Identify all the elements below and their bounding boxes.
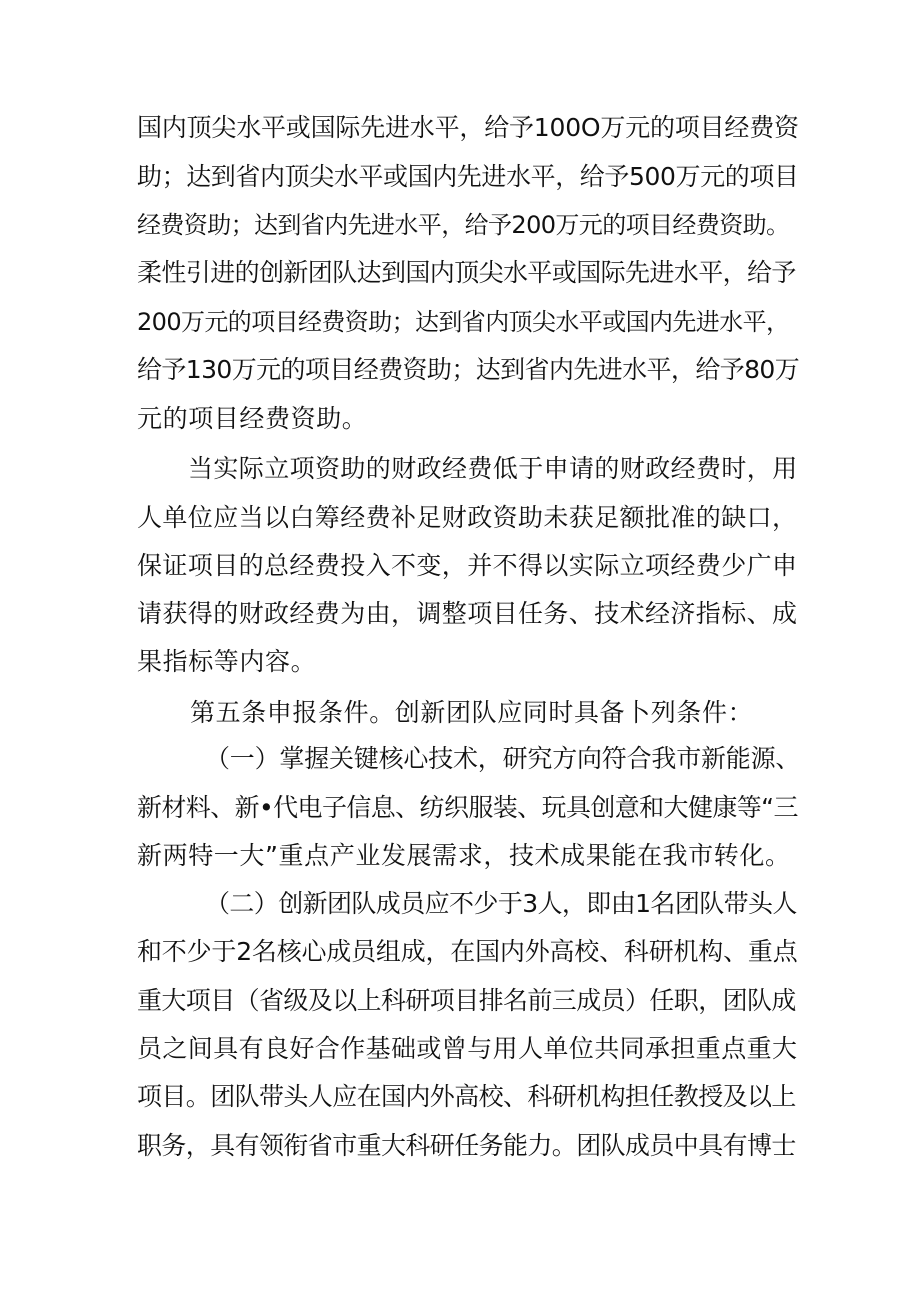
text-line: 项目。团队带头人应在国内外高校、科研机构担任教授及以上 (137, 1082, 796, 1111)
text-line: 员之间具有良好合作基础或曾与用人单位共同承担重点重大 (137, 1034, 798, 1063)
paragraph-first-line: 当实际立项资助的财政经费低于申请的财政经费时，用 (188, 454, 798, 483)
text-line: 柔性引进的创新团队达到国内顶尖水平或国际先进水平，给予 (137, 258, 796, 287)
text-line: 和不少于2名核心成员组成，在国内外高校、科研机构、重点 (137, 937, 798, 966)
paragraph-first-line: （二）创新团队成员应不少于3人，即由1名团队带头人 (205, 889, 797, 918)
text-line: 请获得的财政经费为由，调整项目任务、技术经济指标、成 (137, 599, 798, 628)
text-line: 人单位应当以白筹经费补足财政资助未获足额批准的缺口， (137, 503, 798, 532)
text-line: 职务，具有领衔省市重大科研任务能力。团队成员中具有博士 (137, 1131, 796, 1160)
text-line: 国内顶尖水平或国际先进水平，给予100O万元的项目经费资 (137, 113, 799, 142)
article-heading: 第五条申报条件。创新团队应同时具备卜列条件： (190, 698, 754, 727)
text-line: 助；达到省内顶尖水平或国内先进水平，给予500万元的项目 (137, 162, 799, 191)
paragraph-first-line: （一）掌握关键核心技术，研究方向符合我市新能源、 (205, 744, 801, 773)
text-line: 200万元的项目经费资助；达到省内顶尖水平或国内先进水平， (137, 308, 790, 336)
text-line: 果指标等内容。 (137, 647, 317, 676)
text-line: 新材料、新•代电子信息、纺织服装、玩具创意和大健康等“三 (137, 793, 798, 822)
text-line: 保证项目的总经费投入不变，并不得以实际立项经费少广申 (137, 551, 798, 580)
text-line: 重大项目（省级及以上科研项目排名前三成员）任职，团队成 (137, 986, 796, 1015)
text-line: 新两特一大”重点产业发展需求，技术成果能在我市转化。 (137, 841, 791, 870)
text-line: 给予130万元的项目经费资助；达到省内先进水平，给予80万 (137, 355, 800, 384)
text-line: 元的项目经费资助。 (137, 404, 368, 433)
text-line: 经费资助；达到省内先进水平，给予200万元的项目经费资助。 (137, 211, 790, 239)
